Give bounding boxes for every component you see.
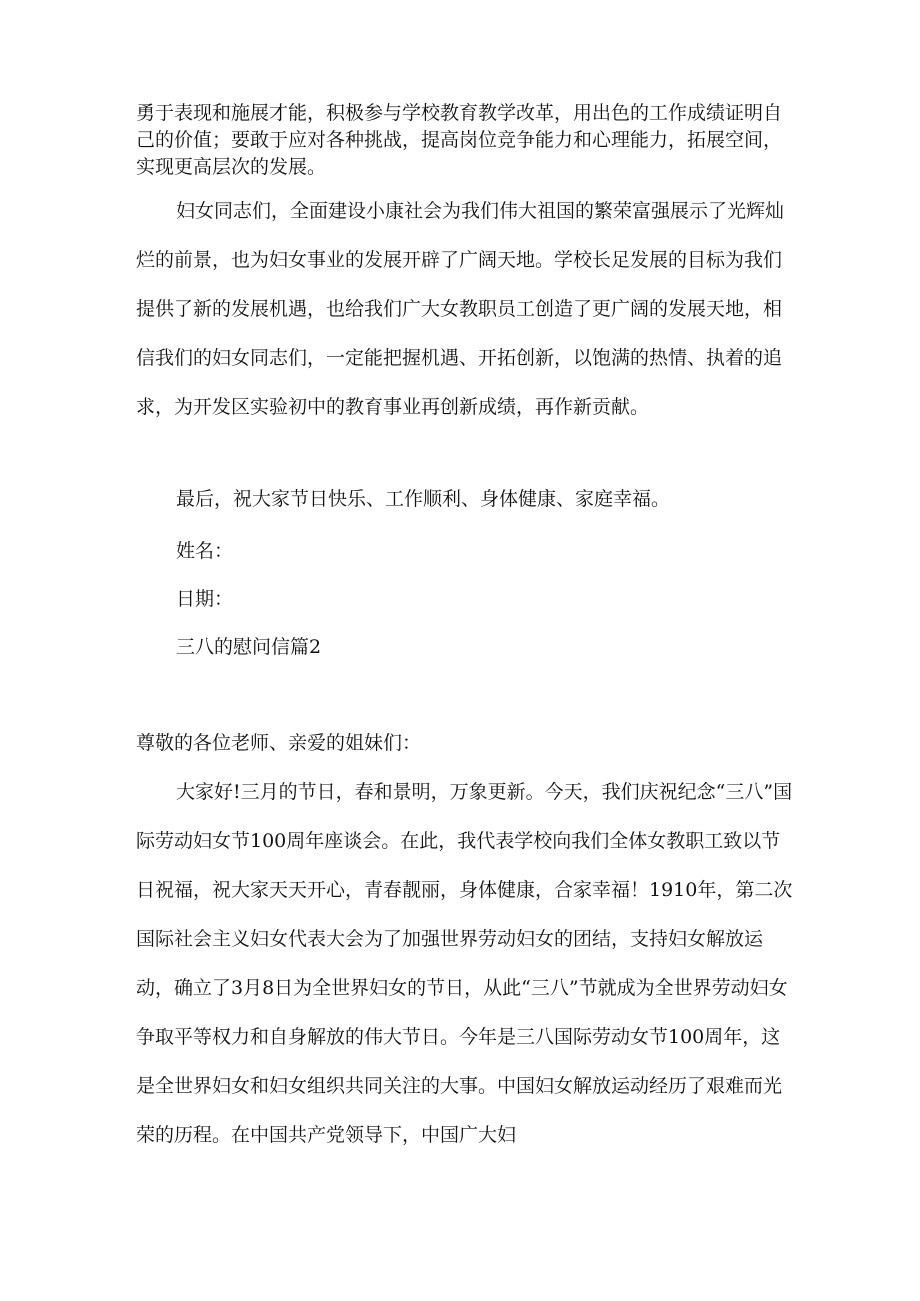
closing-wishes: 最后，祝大家节日快乐、工作顺利、身体健康、家庭幸福。 [176,488,671,510]
salutation: 尊敬的各位老师、亲爱的姐妹们： [136,732,422,754]
date-label: 日期： [176,588,234,610]
paragraph-greeting: 大家好!三月的节日，春和景明，万象更新。今天，我们庆祝纪念“三八”国际劳动妇女节100周年座谈会。在此，我代表学校向我们全体女教职工致以节日祝福，祝大家天天开心，青春靓丽，身体健康，合家幸福！1910年，第二次国际社会主义妇女代表大会为了加强世界劳动妇女的团结，支持妇女解放运动，确立了3月8日为全世界妇女的节日，从此“三八”节就成为全世界劳动妇女争取平等权力和自身解放的伟大节日。今年是三八国际劳动女节100周年，这是全世界妇女和妇女组织共同关注的大事。中国妇女解放运动经历了艰难而光荣的历程。在中国共产党领导下，中国广大妇 [136,781,793,1146]
paragraph-women-comrades: 妇女同志们，全面建设小康社会为我们伟大祖国的繁荣富强展示了光辉灿烂的前景，也为妇女事业的发展开辟了广阔天地。学校长足发展的目标为我们提供了新的发展机遇，也给我们广大女教职员工创造了更广阔的发展天地，相信我们的妇女同志们，一定能把握机遇、开拓创新，以饱满的热情、执着的追求，为开发区实验初中的教育事业再创新成绩，再作新贡献。 [136,200,785,418]
name-label: 姓名： [176,540,234,562]
section-title: 三八的慰问信篇2 [176,636,322,658]
paragraph-intro-end: 勇于表现和施展才能，积极参与学校教育教学改革，用出色的工作成绩证明自己的价值；要敢于应对各种挑战，提高岗位竞争能力和心理能力，拓展空间，实现更高层次的发展。 [136,102,783,178]
